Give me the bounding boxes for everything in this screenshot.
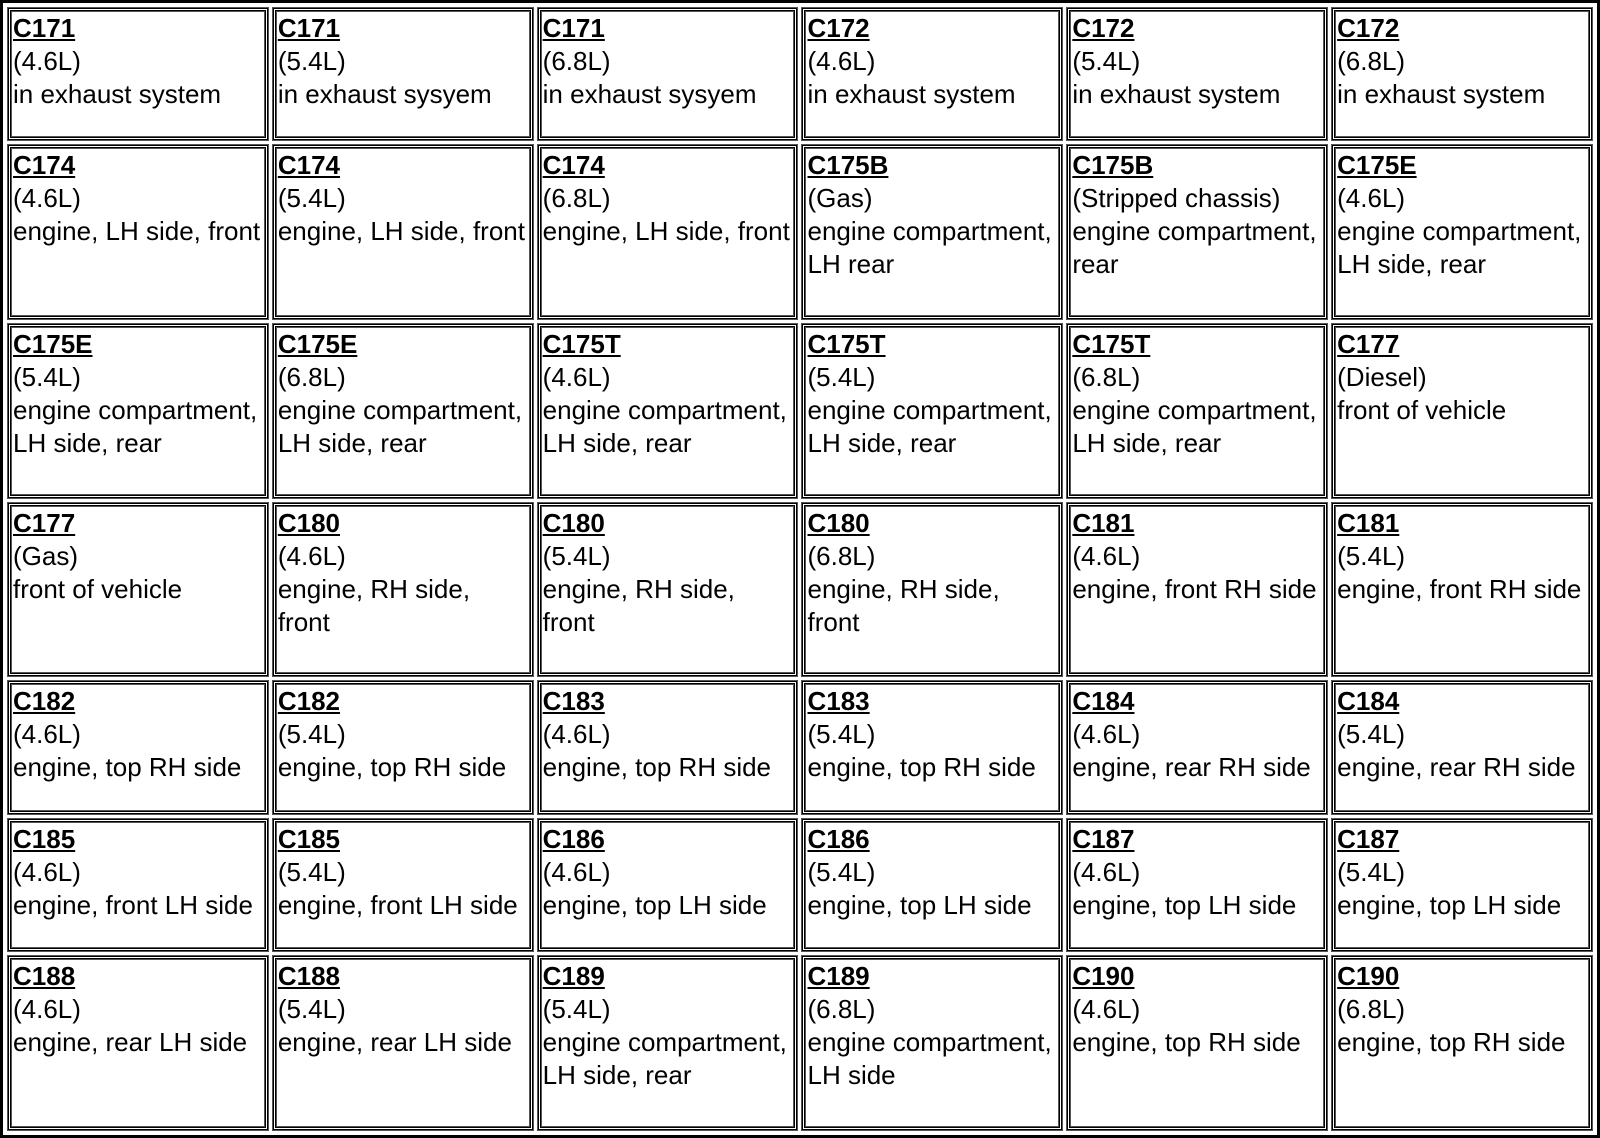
connector-variant: (5.4L) [13, 362, 81, 393]
connector-variant: (5.4L) [807, 719, 876, 750]
connector-variant: (5.4L) [277, 46, 346, 76]
connector-code-link[interactable]: C171 [13, 13, 76, 43]
table-row [8, 681, 1592, 813]
connector-code-link[interactable]: C181 [1072, 507, 1135, 538]
connector-location: engine compartment, LH side, rear [13, 395, 258, 459]
connector-variant: (6.8L) [1337, 46, 1406, 76]
connector-code-link[interactable]: C187 [1072, 823, 1135, 854]
connector-code-link[interactable]: C175T [1072, 329, 1151, 360]
table-row [8, 503, 1592, 677]
connector-location: engine, top LH side [542, 889, 767, 920]
connector-variant: (6.8L) [542, 46, 611, 76]
connector-location: engine, front RH side [1072, 573, 1317, 604]
connector-code-link[interactable]: C177 [13, 507, 76, 538]
connector-cell [8, 324, 268, 498]
connector-location: engine, rear LH side [13, 1027, 248, 1058]
connector-cell [8, 503, 268, 677]
connector-code-link[interactable]: C188 [13, 961, 76, 992]
connector-location: in exhaust system [807, 79, 1016, 109]
connector-code-link[interactable]: C189 [807, 961, 870, 992]
connector-location: engine compartment, LH side, rear [542, 395, 787, 459]
connector-cell [8, 145, 268, 319]
connector-cell [273, 8, 533, 140]
connector-code-link[interactable]: C172 [1072, 13, 1135, 43]
connector-cell [8, 8, 268, 140]
connector-code-link[interactable]: C187 [1337, 823, 1400, 854]
connector-cell [1067, 8, 1327, 140]
connector-location: engine compartment, LH side, rear [1337, 216, 1582, 280]
connector-code-link[interactable]: C182 [13, 686, 76, 717]
connector-location: engine, rear RH side [1072, 752, 1311, 783]
connector-code-link[interactable]: C186 [542, 823, 605, 854]
connector-code-link[interactable]: C172 [807, 13, 870, 43]
connector-location: engine, top LH side [1072, 889, 1297, 920]
connector-cell [802, 819, 1062, 951]
connector-code-link[interactable]: C171 [277, 13, 340, 43]
connector-location: engine, RH side, front [277, 573, 471, 637]
connector-cell [538, 324, 798, 498]
connector-cell [273, 956, 533, 1130]
connector-cell [1332, 681, 1592, 813]
connector-code-link[interactable]: C190 [1337, 961, 1400, 992]
connector-code-link[interactable]: C175E [13, 329, 93, 360]
connector-cell [538, 503, 798, 677]
connector-location: engine, top RH side [1072, 1027, 1301, 1058]
connector-variant: (4.6L) [542, 719, 611, 750]
connector-cell [538, 8, 798, 140]
connector-code-link[interactable]: C171 [542, 13, 605, 43]
connector-cell [1067, 324, 1327, 498]
connector-variant: (Gas) [807, 183, 873, 214]
connector-cell [802, 324, 1062, 498]
connector-code-link[interactable]: C184 [1072, 686, 1135, 717]
connector-variant: (Diesel) [1337, 362, 1427, 393]
connector-code-link[interactable]: C175E [1337, 150, 1417, 181]
connector-code-link[interactable]: C182 [277, 686, 340, 717]
connector-variant: (4.6L) [807, 46, 876, 76]
connector-variant: (5.4L) [1072, 46, 1141, 76]
connector-code-link[interactable]: C175B [1072, 150, 1154, 181]
connector-cell [538, 819, 798, 951]
connector-cell [538, 145, 798, 319]
connector-code-link[interactable]: C181 [1337, 507, 1400, 538]
connector-location: engine, top LH side [807, 889, 1032, 920]
connector-variant: (Gas) [13, 540, 78, 571]
connector-code-link[interactable]: C184 [1337, 686, 1400, 717]
table-row [8, 8, 1592, 140]
connector-code-link[interactable]: C174 [13, 150, 76, 181]
connector-cell [273, 819, 533, 951]
connector-location: engine, LH side, front [542, 216, 790, 247]
connector-location: engine, RH side, front [542, 573, 735, 637]
connector-table-body [8, 8, 1592, 1130]
connector-cell [1067, 145, 1327, 319]
connector-variant: (4.6L) [542, 856, 611, 887]
connector-cell [1067, 819, 1327, 951]
connector-variant: (5.4L) [277, 994, 346, 1025]
connector-location: engine, front LH side [13, 889, 253, 920]
connector-cell [273, 324, 533, 498]
connector-variant: (5.4L) [1337, 856, 1406, 887]
connector-location: engine, LH side, front [277, 216, 525, 247]
connector-location: engine compartment, LH side, rear [807, 395, 1052, 459]
connector-cell [8, 819, 268, 951]
connector-cell [8, 956, 268, 1130]
connector-variant: (Stripped chassis) [1072, 183, 1281, 214]
connector-variant: (6.8L) [807, 540, 876, 571]
connector-cell [273, 145, 533, 319]
connector-location: front of vehicle [13, 573, 183, 604]
connector-cell [802, 8, 1062, 140]
connector-locator-table [3, 3, 1597, 1135]
connector-variant: (5.4L) [542, 540, 611, 571]
connector-variant: (5.4L) [542, 994, 611, 1025]
connector-variant: (5.4L) [277, 719, 346, 750]
connector-location: engine, top RH side [807, 752, 1036, 783]
connector-location: front of vehicle [1337, 395, 1507, 426]
connector-code-link[interactable]: C188 [277, 961, 340, 992]
connector-variant: (5.4L) [277, 183, 346, 214]
connector-location: engine compartment, LH rear [807, 216, 1052, 280]
table-row [8, 324, 1592, 498]
connector-variant: (4.6L) [277, 540, 346, 571]
connector-variant: (4.6L) [1072, 994, 1141, 1025]
connector-location: engine compartment, LH side, rear [1072, 395, 1317, 459]
connector-variant: (5.4L) [807, 362, 876, 393]
connector-variant: (5.4L) [1337, 719, 1406, 750]
connector-code-link[interactable]: C183 [542, 686, 605, 717]
connector-variant: (4.6L) [1072, 856, 1141, 887]
connector-location: engine compartment, LH side, rear [542, 1027, 787, 1091]
connector-variant: (6.8L) [1337, 994, 1406, 1025]
connector-variant: (6.8L) [1072, 362, 1141, 393]
connector-variant: (5.4L) [1337, 540, 1406, 571]
connector-cell [1067, 503, 1327, 677]
connector-location: in exhaust system [1072, 79, 1281, 109]
table-row [8, 145, 1592, 319]
connector-cell [538, 956, 798, 1130]
connector-cell [538, 681, 798, 813]
connector-cell [1332, 956, 1592, 1130]
connector-location: in exhaust sysyem [277, 79, 492, 109]
connector-code-link[interactable]: C175E [277, 329, 358, 360]
connector-code-link[interactable]: C190 [1072, 961, 1135, 992]
connector-code-link[interactable]: C175B [807, 150, 889, 181]
connector-variant: (4.6L) [13, 994, 81, 1025]
connector-cell [1332, 503, 1592, 677]
connector-location: engine, top RH side [1337, 1027, 1566, 1058]
connector-location: engine compartment, rear [1072, 216, 1317, 280]
connector-location: engine, LH side, front [13, 216, 261, 247]
connector-code-link[interactable]: C185 [277, 823, 340, 854]
table-row [8, 956, 1592, 1130]
connector-location: engine, top RH side [542, 752, 772, 783]
connector-location: in exhaust system [13, 79, 222, 109]
connector-variant: (4.6L) [13, 719, 81, 750]
connector-variant: (4.6L) [542, 362, 611, 393]
connector-code-link[interactable]: C175T [807, 329, 886, 360]
table-row [8, 819, 1592, 951]
connector-location: engine, top RH side [277, 752, 507, 783]
connector-code-link[interactable]: C172 [1337, 13, 1400, 43]
connector-location: in exhaust sysyem [542, 79, 757, 109]
connector-cell [802, 956, 1062, 1130]
connector-variant: (6.8L) [277, 362, 346, 393]
connector-cell [1332, 324, 1592, 498]
connector-code-link[interactable]: C183 [807, 686, 870, 717]
connector-cell [802, 681, 1062, 813]
connector-location: engine compartment, LH side, rear [277, 395, 523, 459]
connector-cell [1067, 956, 1327, 1130]
connector-code-link[interactable]: C177 [1337, 329, 1400, 360]
connector-code-link[interactable]: C189 [542, 961, 605, 992]
connector-location: engine, front RH side [1337, 573, 1582, 604]
connector-cell [802, 145, 1062, 319]
connector-cell [273, 681, 533, 813]
connector-variant: (4.6L) [1072, 719, 1141, 750]
connector-cell [1332, 819, 1592, 951]
connector-variant: (4.6L) [13, 46, 81, 76]
connector-code-link[interactable]: C180 [277, 507, 340, 538]
connector-location: engine, front LH side [277, 889, 518, 920]
connector-code-link[interactable]: C185 [13, 823, 76, 854]
connector-code-link[interactable]: C186 [807, 823, 870, 854]
connector-location: engine, rear LH side [277, 1027, 512, 1058]
connector-cell [1332, 8, 1592, 140]
connector-code-link[interactable]: C174 [277, 150, 340, 181]
connector-cell [8, 681, 268, 813]
connector-location: engine compartment, LH side [807, 1027, 1052, 1091]
connector-location: engine, top RH side [13, 752, 242, 783]
connector-variant: (5.4L) [277, 856, 346, 887]
connector-location: in exhaust system [1337, 79, 1546, 109]
connector-cell [273, 503, 533, 677]
connector-variant: (4.6L) [1337, 183, 1406, 214]
connector-variant: (5.4L) [807, 856, 876, 887]
connector-variant: (6.8L) [807, 994, 876, 1025]
connector-variant: (4.6L) [13, 183, 81, 214]
connector-cell [802, 503, 1062, 677]
connector-variant: (4.6L) [13, 856, 81, 887]
connector-cell [1067, 681, 1327, 813]
connector-code-link[interactable]: C180 [542, 507, 605, 538]
connector-code-link[interactable]: C175T [542, 329, 621, 360]
connector-variant: (4.6L) [1072, 540, 1141, 571]
connector-location: engine, top LH side [1337, 889, 1562, 920]
connector-cell [1332, 145, 1592, 319]
connector-variant: (6.8L) [542, 183, 611, 214]
connector-location: engine, rear RH side [1337, 752, 1576, 783]
connector-code-link[interactable]: C174 [542, 150, 605, 181]
connector-location: engine, RH side, front [807, 573, 1000, 637]
connector-code-link[interactable]: C180 [807, 507, 870, 538]
